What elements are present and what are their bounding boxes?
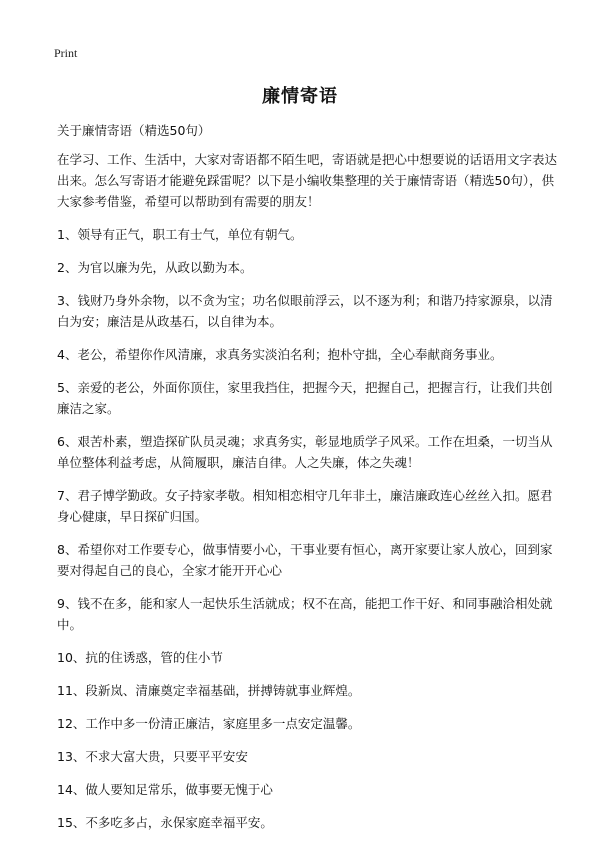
list-item: 10、抗的住诱惑，管的住小节 xyxy=(57,650,223,665)
list-item: 1、领导有正气，职工有士气，单位有朝气。 xyxy=(57,227,303,242)
list-item: 4、老公，希望你作风清廉，求真务实淡泊名利；抱朴守拙，全心奉献商务事业。 xyxy=(57,347,503,362)
print-link[interactable]: Print xyxy=(54,46,78,60)
list-item: 3、钱财乃身外余物，以不贪为宝；功名似眼前浮云，以不逐为利；和谐乃持家源泉，以清白为安；廉洁是从政基石，以自律为本。 xyxy=(57,293,553,329)
list-item: 13、不求大富大贵，只要平平安安 xyxy=(57,749,248,764)
list-item: 15、不多吃多占，永保家庭幸福平安。 xyxy=(57,815,273,830)
list-item: 8、希望你对工作要专心，做事情要小心，干事业要有恒心，离开家要让家人放心，回到家要对得起自己的良心，全家才能开开心心 xyxy=(57,542,553,578)
document-title: 廉情寄语 xyxy=(262,86,338,107)
list-item: 6、艰苦朴素，塑造探矿队员灵魂；求真务实，彰显地质学子风采。工作在坦桑，一切当从单位整体利益考虑，从简履职，廉洁自律。人之失廉，体之失魂！ xyxy=(57,434,553,470)
list-item: 14、做人要知足常乐，做事要无愧于心 xyxy=(57,782,273,797)
list-item: 7、君子博学勤政。女子持家孝敬。相知相恋相守几年非土，廉洁廉政连心丝丝入扣。愿君身心健康，早日探矿归国。 xyxy=(57,488,553,524)
document-body xyxy=(57,120,557,845)
list-item: 2、为官以廉为先，从政以勤为本。 xyxy=(57,260,253,275)
list-item: 12、工作中多一份清正廉洁，家庭里多一点安定温馨。 xyxy=(57,716,361,731)
list-item: 9、钱不在多，能和家人一起快乐生活就成；权不在高，能把工作干好、和同事融洽相处就中。 xyxy=(57,596,553,632)
intro-paragraph: 在学习、工作、生活中，大家对寄语都不陌生吧，寄语就是把心中想要说的话语用文字表达出来。怎么写寄语才能避免踩雷呢？以下是小编收集整理的关于廉情寄语（精选50句），供大家参考借鉴，希望可以帮助到有需要的朋友！ xyxy=(57,152,558,209)
document-subtitle: 关于廉情寄语（精选50句） xyxy=(57,123,211,138)
list-item: 11、段新岚、清廉奠定幸福基础，拼搏铸就事业辉煌。 xyxy=(57,683,361,698)
list-item: 5、亲爱的老公，外面你顶住，家里我挡住，把握今天，把握自己，把握言行，让我们共创廉洁之家。 xyxy=(57,380,553,416)
